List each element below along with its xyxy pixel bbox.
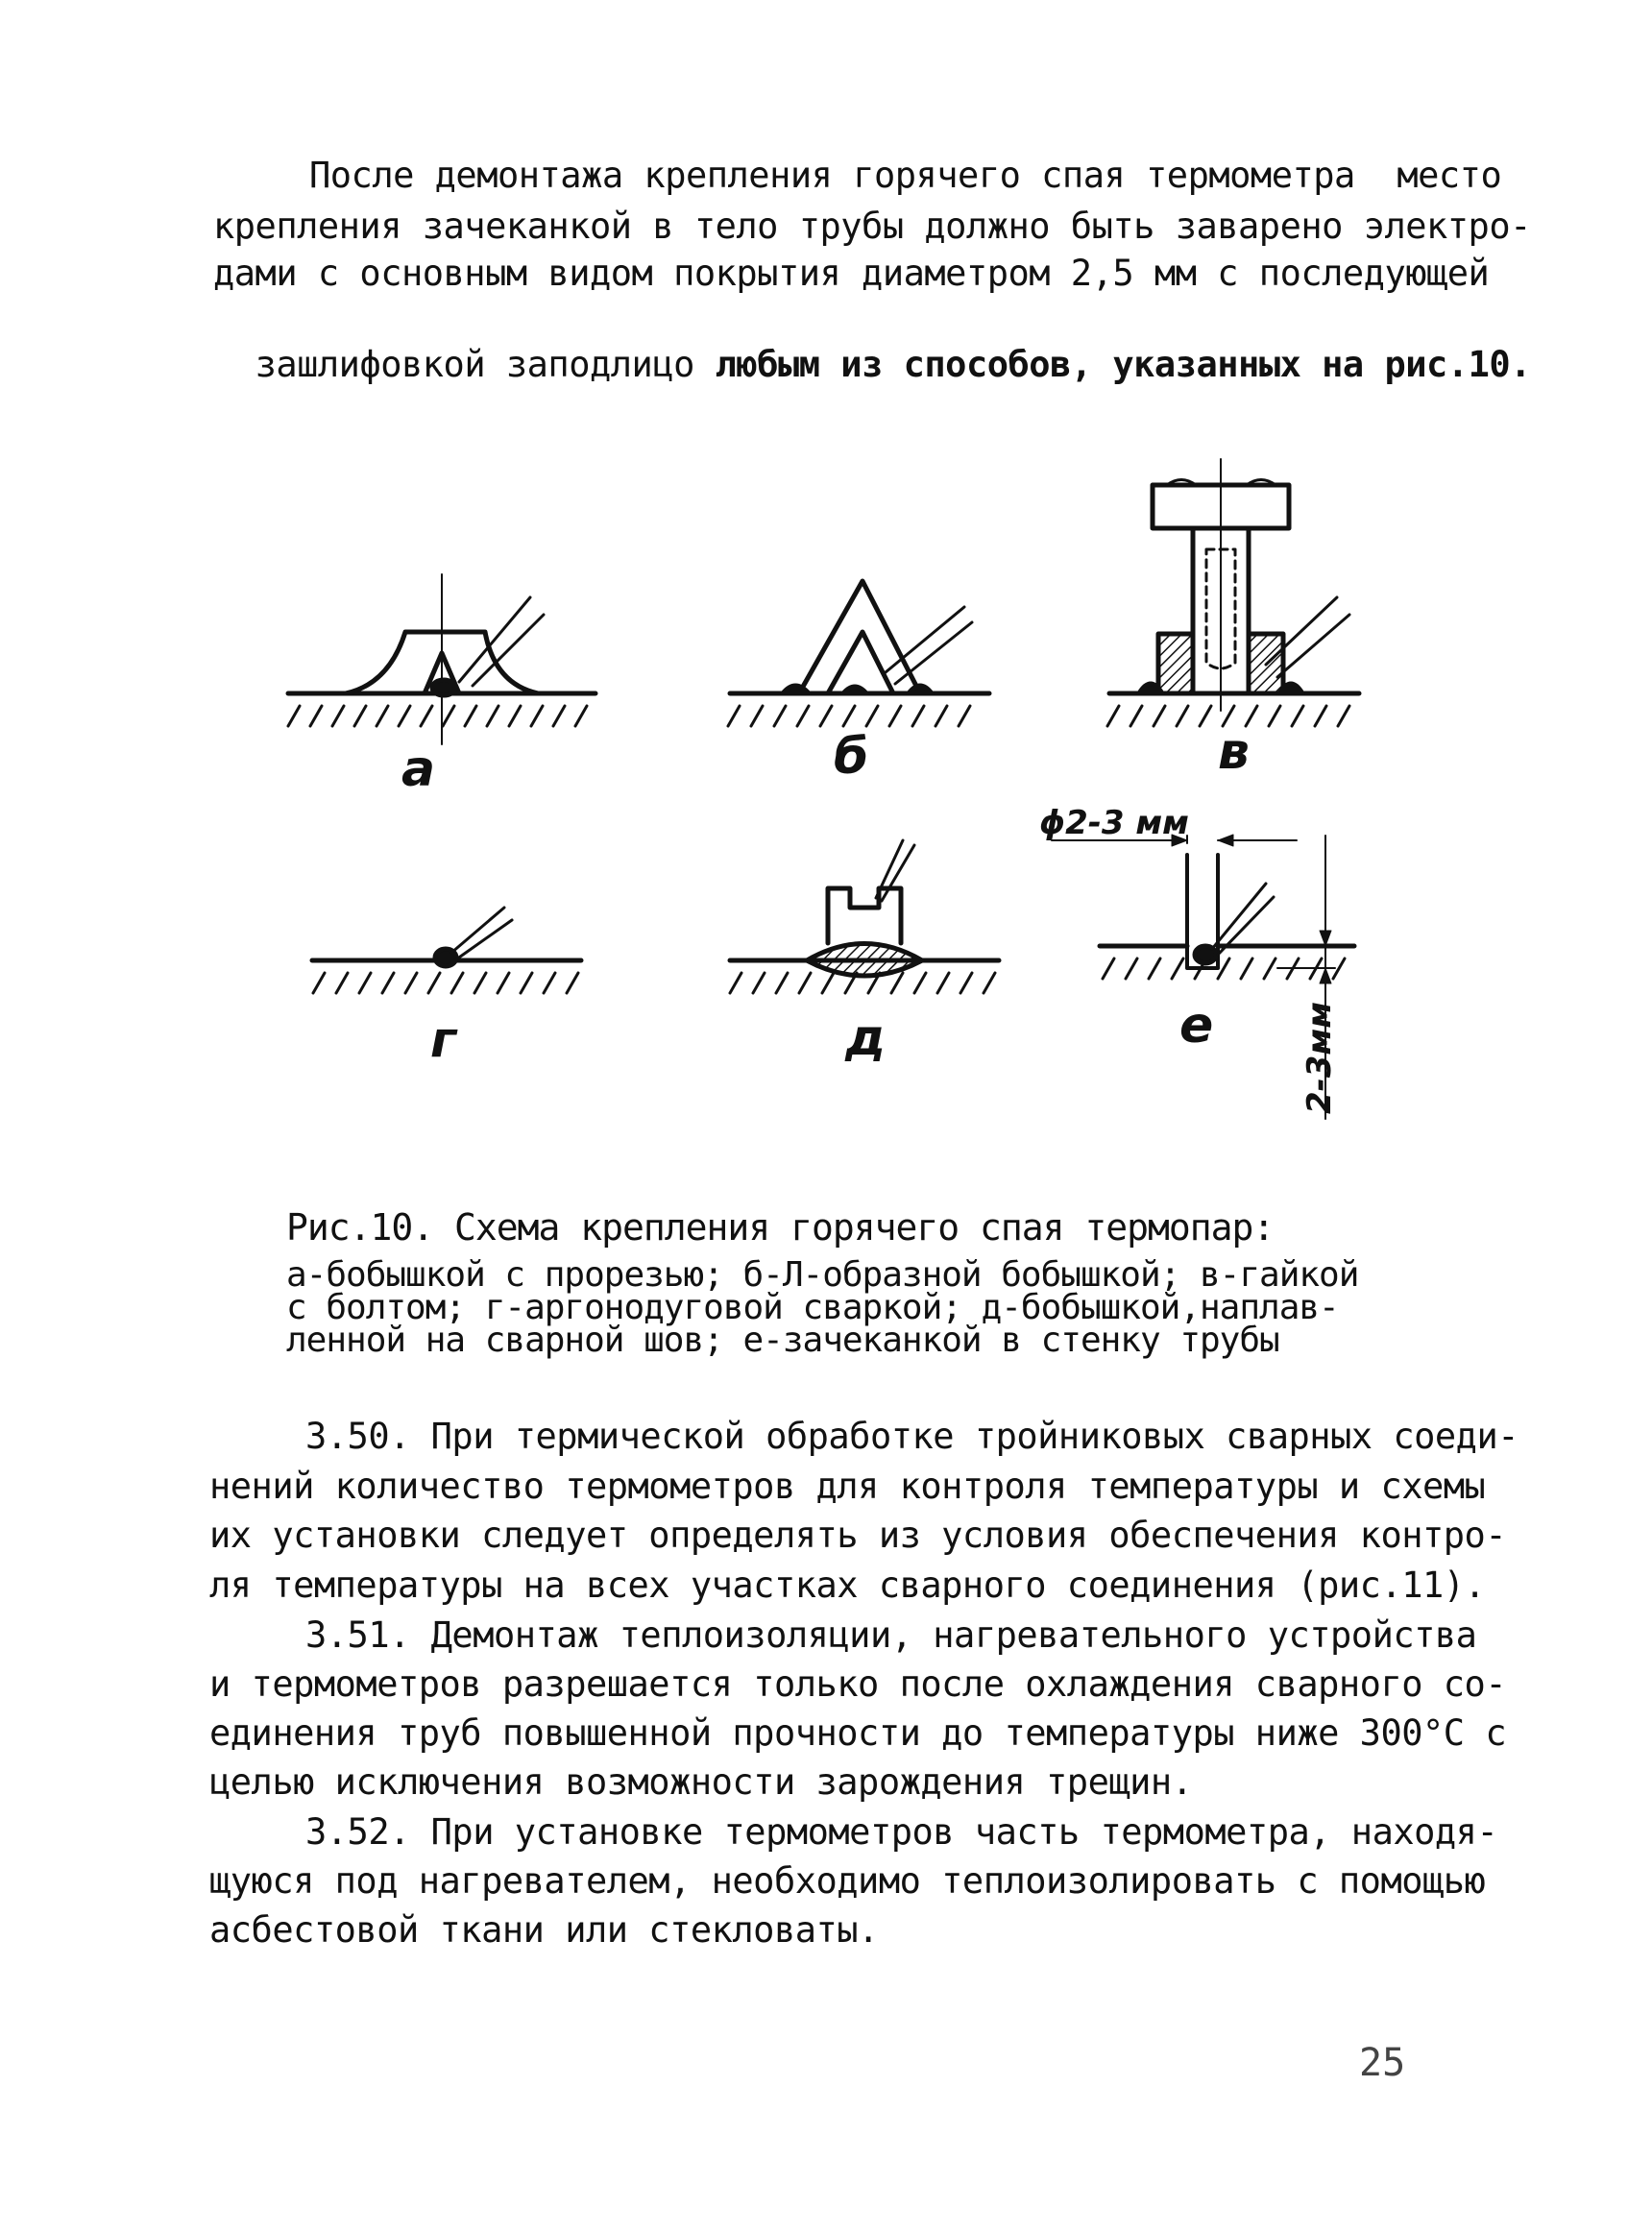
intro-line-3: дами с основным видом покрытия диаметром 2,5 мм с последующей xyxy=(213,253,1490,294)
caption-line-1: а-бобышкой с прорезью; б-Л-образной бобышкой; в-гайкой xyxy=(286,1255,1359,1295)
label-v: в xyxy=(1218,723,1250,781)
para-3-51-line-4: целью исключения возможности зарождения трещин. xyxy=(209,1761,1193,1803)
scheme-d-drawing xyxy=(730,840,999,993)
para-3-51-line-3: единения труб повышенной прочности до температуры ниже 300°С с xyxy=(209,1712,1507,1754)
caption-title: Рис.10. Схема крепления горячего спая термопар: xyxy=(286,1206,1275,1249)
para-3-52-line-3: асбестовой ткани или стекловаты. xyxy=(209,1909,879,1951)
para-3-51-line-2: и термометров разрешается только после охлаждения сварного со- xyxy=(209,1663,1507,1705)
dim-depth-label: 2-3мм xyxy=(1300,1001,1339,1114)
scheme-g-drawing xyxy=(312,908,581,993)
label-g: г xyxy=(430,1011,457,1069)
intro-line-4-bold: любым из способов, указанных на рис.10. xyxy=(715,344,1531,385)
label-d: д xyxy=(845,1009,886,1067)
para-3-50-line-3: их установки следует определять из условия обеспечения контро- xyxy=(209,1515,1507,1556)
para-3-52-line-1: 3.52. При установке термометров часть термометра, находя- xyxy=(305,1811,1498,1853)
scheme-a-drawing xyxy=(288,574,595,744)
intro-line-2: крепления зачеканкой в тело трубы должно быть заварено электро- xyxy=(213,206,1531,247)
label-a: а xyxy=(401,740,436,798)
page-number: 25 xyxy=(1359,2041,1406,2085)
intro-line-4-regular: зашлифовкой заподлицо xyxy=(255,344,716,385)
para-3-50-line-2: нений количество термометров для контроля температуры и схемы xyxy=(209,1466,1486,1507)
caption-line-2: с болтом; г-аргонодуговой сваркой; д-бобышкой,наплав- xyxy=(286,1288,1339,1327)
intro-line-1: После демонтажа крепления горячего спая термометра место xyxy=(309,155,1502,196)
label-e: е xyxy=(1179,997,1214,1055)
para-3-52-line-2: щуюся под нагревателем, необходимо теплоизолировать с помощью xyxy=(209,1860,1486,1902)
scheme-b-drawing xyxy=(728,581,989,726)
para-3-51-line-1: 3.51. Демонтаж теплоизоляции, нагревательного устройства xyxy=(305,1614,1477,1656)
dim-diameter-label: ϕ2-3 мм xyxy=(1039,804,1189,842)
label-b: б xyxy=(834,728,869,786)
para-3-50-line-4: ля температуры на всех участках сварного соединения (рис.11). xyxy=(209,1565,1486,1606)
scheme-v-drawing xyxy=(1107,459,1359,726)
para-3-50-line-1: 3.50. При термической обработке тройниковых сварных соеди- xyxy=(305,1416,1519,1457)
caption-line-3: ленной на сварной шов; е-зачеканкой в стенку трубы xyxy=(286,1321,1279,1360)
